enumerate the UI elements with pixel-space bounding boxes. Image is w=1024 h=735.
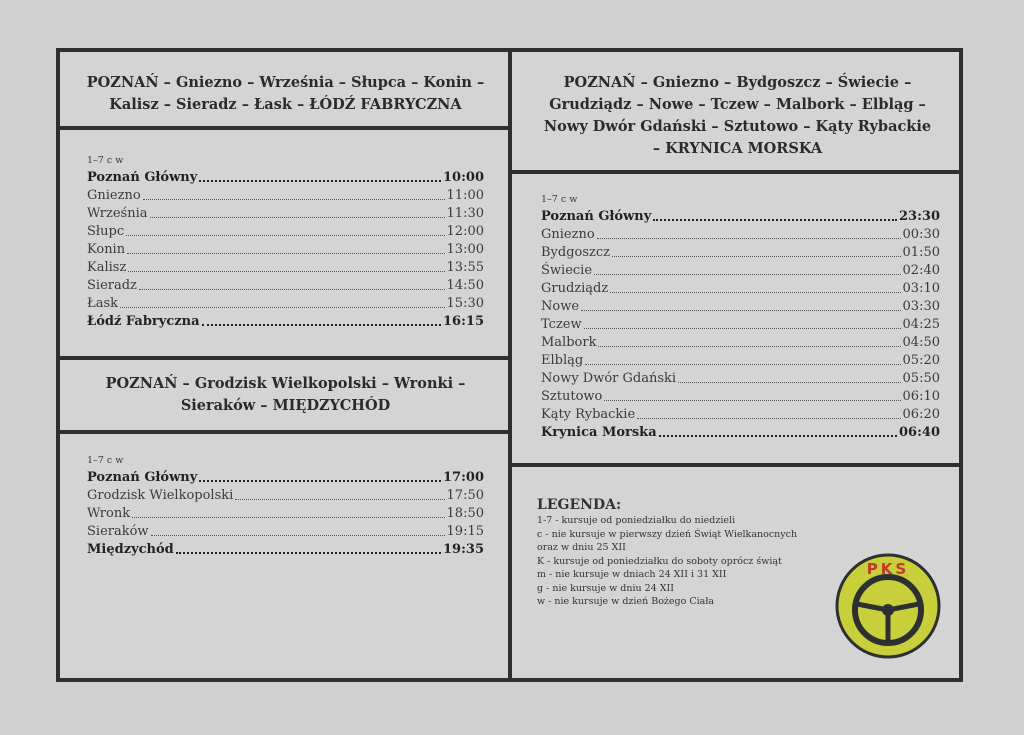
stop-row (87, 241, 484, 259)
stop-row (541, 298, 940, 316)
stop-row (87, 187, 484, 205)
stop-name: Gniezno (87, 188, 141, 203)
route3-schedule (541, 194, 940, 442)
stop-name: Nowe (541, 299, 580, 314)
stop-name: Międzychód (87, 542, 174, 557)
stop-name: Sztutowo (541, 389, 603, 404)
divider (60, 356, 508, 360)
dot-leader (594, 274, 901, 275)
departure-time: 02:40 (902, 263, 940, 278)
departure-time: 01:50 (902, 245, 940, 260)
departure-time: 06:10 (902, 389, 940, 404)
stop-name: Elbląg (541, 353, 584, 368)
stop-name: Gniezno (541, 227, 595, 242)
dot-leader (151, 535, 445, 536)
departure-time: 11:00 (446, 188, 484, 203)
divider (512, 463, 959, 467)
dot-leader (610, 292, 900, 293)
dot-leader (659, 435, 897, 437)
departure-time: 05:50 (902, 371, 940, 386)
dot-leader (678, 382, 900, 383)
departure-time: 19:15 (446, 524, 484, 539)
stop-row (541, 316, 940, 334)
stop-name: Wronk (87, 506, 131, 521)
departure-time: 17:00 (443, 470, 484, 485)
dot-leader (653, 219, 897, 221)
departure-time: 00:30 (902, 227, 940, 242)
stop-row (541, 226, 940, 244)
stop-name: Poznań Główny (541, 209, 652, 224)
stop-row (87, 523, 484, 541)
stop-name: Łask (87, 296, 118, 311)
stop-name: Malbork (541, 335, 597, 350)
stop-row (87, 205, 484, 223)
dot-leader (235, 499, 444, 500)
departure-time: 17:50 (446, 488, 484, 503)
stop-row (541, 280, 940, 298)
dot-leader (127, 253, 444, 254)
departure-time: 12:00 (446, 224, 484, 239)
departure-time: 10:00 (443, 170, 484, 185)
column-divider (508, 48, 512, 682)
stop-name: Kalisz (87, 260, 127, 275)
service-days: 1–7 c w (87, 155, 124, 166)
legend-item: g - nie kursuje w dniu 24 XII (537, 582, 675, 594)
stop-row (87, 505, 484, 523)
service-days: 1–7 c w (541, 194, 578, 205)
stop-name: Tczew (541, 317, 582, 332)
dot-leader (584, 328, 901, 329)
stop-name: Konin (87, 242, 126, 257)
dot-leader (597, 238, 901, 239)
departure-time: 14:50 (446, 278, 484, 293)
stop-name: Poznań Główny (87, 170, 198, 185)
departure-time: 19:35 (443, 542, 484, 557)
route1-title: POZNAŃ – Gniezno – Września – Słupca – Konin – Kalisz – Sieradz – Łask – ŁÓDŹ FABRYCZNA (86, 74, 485, 113)
dot-leader (637, 418, 900, 419)
legend (537, 497, 797, 609)
stop-row (87, 169, 484, 187)
departure-time: 23:30 (899, 209, 940, 224)
dot-leader (598, 346, 900, 347)
departure-time: 13:00 (446, 242, 484, 257)
stop-row (87, 313, 484, 331)
departure-time: 16:15 (443, 314, 484, 329)
stop-row (541, 334, 940, 352)
stop-row (87, 541, 484, 559)
route1-schedule (87, 155, 484, 331)
dot-leader (150, 217, 445, 218)
departure-time: 06:40 (899, 425, 940, 440)
stop-row (541, 388, 940, 406)
stop-name: Świecie (541, 263, 593, 278)
departure-time: 04:50 (902, 335, 940, 350)
stop-row (87, 295, 484, 313)
stop-name: Krynica Morska (541, 425, 657, 440)
stop-row (541, 370, 940, 388)
legend-items (537, 514, 797, 609)
route2-title: POZNAŃ – Grodzisk Wielkopolski – Wronki – Sieraków – MIĘDZYCHÓD (105, 375, 466, 414)
dot-leader (581, 310, 901, 311)
stop-list (87, 169, 484, 331)
stop-row (87, 259, 484, 277)
dot-leader (199, 180, 441, 182)
departure-time: 13:55 (446, 260, 484, 275)
stop-list (541, 208, 940, 442)
legend-item: 1-7 - kursuje od poniedziałku do niedzieli (537, 515, 736, 526)
stop-list (87, 469, 484, 559)
stop-name: Sieraków (87, 524, 149, 539)
stop-name: Sieradz (87, 278, 137, 293)
stop-name: Kąty Rybackie (541, 407, 636, 422)
dot-leader (128, 271, 444, 272)
route3-title: POZNAŃ – Gniezno – Bydgoszcz – Świecie – Grudziądz – Nowe – Tczew – Malbork – Elbląg – Nowy Dwór Gdański – Sztutowo – Kąty Rybackie – KRYNICA MORSKA (543, 74, 932, 157)
dot-leader (143, 199, 445, 200)
stop-name: Grodzisk Wielkopolski (87, 488, 234, 503)
departure-time: 05:20 (902, 353, 940, 368)
stop-row (87, 487, 484, 505)
stop-row (541, 262, 940, 280)
dot-leader (585, 364, 900, 365)
dot-leader (604, 400, 900, 401)
route2-schedule (87, 455, 484, 559)
stop-row (87, 469, 484, 487)
departure-time: 11:30 (446, 206, 484, 221)
divider (60, 430, 508, 434)
departure-time: 06:20 (902, 407, 940, 422)
departure-time: 15:30 (446, 296, 484, 311)
stop-name: Łódź Fabryczna (87, 314, 200, 329)
stop-row (541, 406, 940, 424)
departure-time: 04:25 (902, 317, 940, 332)
dot-leader (202, 324, 442, 326)
dot-leader (132, 517, 444, 518)
stop-name: Słupc (87, 224, 125, 239)
stop-row (87, 223, 484, 241)
legend-item: c - nie kursuje w pierwszy dzień Świąt Wielkanocnych (537, 528, 798, 540)
stop-name: Bydgoszcz (541, 245, 611, 260)
stop-name: Września (87, 206, 148, 221)
stop-row (541, 208, 940, 226)
dot-leader (120, 307, 445, 308)
dot-leader (139, 289, 445, 290)
dot-leader (612, 256, 901, 257)
service-days: 1–7 c w (87, 455, 124, 466)
stop-row (541, 352, 940, 370)
stop-name: Poznań Główny (87, 470, 198, 485)
stop-row (541, 244, 940, 262)
dot-leader (199, 480, 441, 482)
divider (512, 170, 959, 174)
legend-item: K - kursuje od poniedziałku do soboty oprócz świąt (537, 555, 782, 567)
legend-item: oraz w dniu 25 XII (537, 542, 626, 553)
legend-item: w - nie kursuje w dzień Bożego Ciała (537, 596, 715, 607)
pks-logo (834, 552, 942, 660)
departure-time: 18:50 (446, 506, 484, 521)
stop-name: Nowy Dwór Gdański (541, 371, 677, 386)
legend-item: m - nie kursuje w dniach 24 XII i 31 XII (537, 569, 727, 580)
departure-time: 03:10 (902, 281, 940, 296)
stop-name: Grudziądz (541, 281, 609, 296)
dot-leader (126, 235, 444, 236)
divider (60, 126, 508, 130)
legend-heading: LEGENDA: (537, 497, 622, 513)
stop-row (541, 424, 940, 442)
logo-text: PKS (866, 560, 910, 578)
departure-time: 03:30 (902, 299, 940, 314)
stop-row (87, 277, 484, 295)
dot-leader (176, 552, 441, 554)
